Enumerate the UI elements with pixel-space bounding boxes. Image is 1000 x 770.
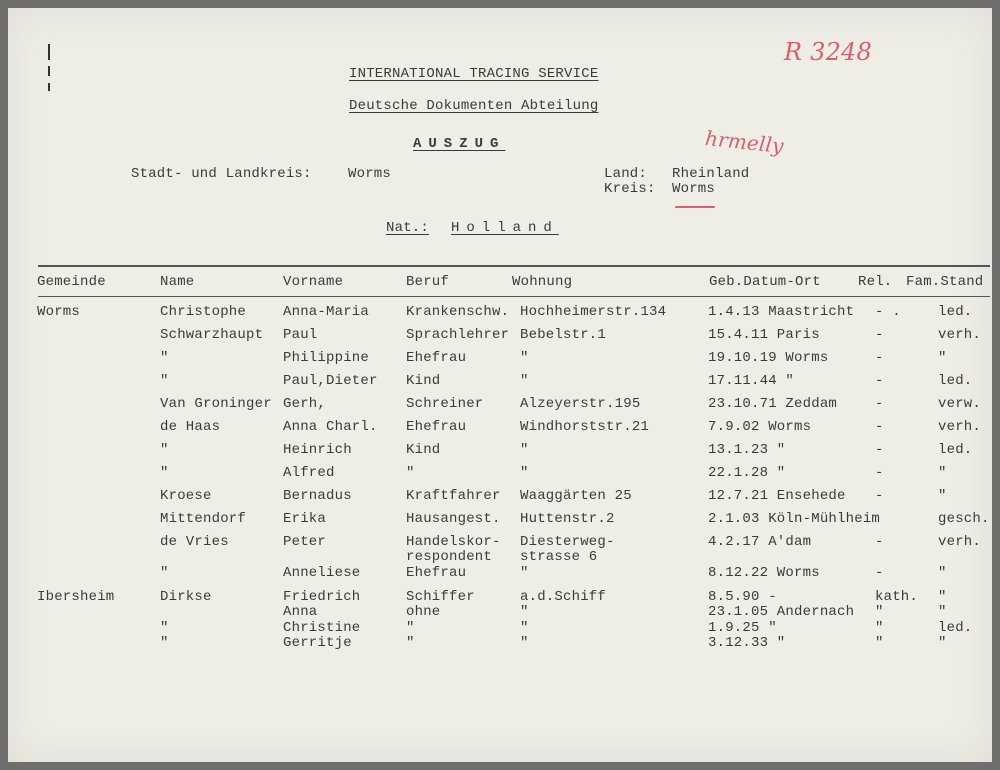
table-cell-famstand: verw. bbox=[938, 396, 982, 412]
dept-title: Deutsche Dokumenten Abteilung bbox=[349, 98, 599, 114]
table-cell-beruf: Kind bbox=[406, 442, 441, 458]
table-cell-wohnung: " bbox=[520, 373, 529, 389]
table-cell-wohnung: a.d.Schiff bbox=[520, 589, 607, 605]
table-cell-beruf: " bbox=[406, 465, 415, 481]
table-cell-name: Kroese bbox=[160, 488, 212, 504]
table-cell-beruf: Sprachlehrer bbox=[406, 327, 510, 343]
table-cell-beruf: Ehefrau bbox=[406, 419, 467, 435]
table-cell-wohnung: Windhorststr.21 bbox=[520, 419, 650, 435]
table-cell-name: Mittendorf bbox=[160, 511, 247, 527]
table-cell-famstand: " bbox=[938, 589, 947, 605]
table-cell-wohnung: Hochheimerstr.134 bbox=[520, 304, 667, 320]
table-cell-vorname: Philippine bbox=[283, 350, 370, 366]
table-cell-beruf: ohne bbox=[406, 604, 441, 620]
table-cell-vorname: Anna-Maria bbox=[283, 304, 370, 320]
land-label: Land: bbox=[604, 166, 648, 182]
stadt-label: Stadt- und Landkreis: bbox=[131, 166, 312, 182]
column-header-beruf: Beruf bbox=[406, 274, 450, 290]
table-cell-rel: - bbox=[875, 565, 884, 581]
table-cell-beruf: Kraftfahrer bbox=[406, 488, 501, 504]
table-cell-geb: 19.10.19 Worms bbox=[708, 350, 829, 366]
table-cell-vorname: Heinrich bbox=[283, 442, 352, 458]
table-cell-geb: 8.12.22 Worms bbox=[708, 565, 820, 581]
red-underline-mark bbox=[675, 206, 715, 208]
table-cell-rel: - bbox=[875, 488, 884, 504]
table-cell-vorname: Anna bbox=[283, 604, 318, 620]
table-cell-famstand: " bbox=[938, 488, 947, 504]
table-cell-wohnung: " bbox=[520, 635, 529, 651]
table-cell-rel: kath. bbox=[875, 589, 919, 605]
column-header-rel: Rel. bbox=[858, 274, 893, 290]
table-cell-geb: 23.1.05 Andernach bbox=[708, 604, 855, 620]
table-cell-name: Schwarzhaupt bbox=[160, 327, 264, 343]
table-cell-wohnung: " bbox=[520, 465, 529, 481]
table-cell-famstand: verh. bbox=[938, 419, 982, 435]
table-cell-geb: 7.9.02 Worms bbox=[708, 419, 812, 435]
table-header-rule bbox=[38, 296, 990, 297]
table-cell-rel: - bbox=[875, 327, 884, 343]
table-cell-rel: - . bbox=[875, 304, 901, 320]
table-cell-wohnung: Diesterweg- bbox=[520, 534, 615, 550]
margin-mark bbox=[48, 66, 50, 76]
table-cell-famstand: " bbox=[938, 604, 947, 620]
table-cell-wohnung: " bbox=[520, 604, 529, 620]
table-cell-famstand: " bbox=[938, 565, 947, 581]
table-cell-name: Christophe bbox=[160, 304, 247, 320]
table-cell-vorname: Alfred bbox=[283, 465, 335, 481]
table-cell-wohnung: Alzeyerstr.195 bbox=[520, 396, 641, 412]
table-cell-beruf: Hausangest. bbox=[406, 511, 501, 527]
table-cell-geb: 1.9.25 " bbox=[708, 620, 777, 636]
table-cell-famstand: gesch. bbox=[938, 511, 990, 527]
table-cell-geb: 15.4.11 Paris bbox=[708, 327, 820, 343]
table-cell-vorname: Gerritje bbox=[283, 635, 352, 651]
table-cell-vorname: Peter bbox=[283, 534, 327, 550]
table-cell-name: " bbox=[160, 635, 169, 651]
table-cell-vorname: Paul bbox=[283, 327, 318, 343]
nat-value: Holland bbox=[451, 220, 559, 236]
table-cell-famstand: verh. bbox=[938, 534, 982, 550]
table-cell-wohnung: strasse 6 bbox=[520, 549, 598, 565]
table-cell-beruf: Schiffer bbox=[406, 589, 475, 605]
table-cell-name: " bbox=[160, 373, 169, 389]
table-cell-vorname: Bernadus bbox=[283, 488, 352, 504]
table-cell-name: " bbox=[160, 465, 169, 481]
table-cell-wohnung: " bbox=[520, 565, 529, 581]
table-cell-beruf: Ehefrau bbox=[406, 565, 467, 581]
column-header-wohnung: Wohnung bbox=[512, 274, 573, 290]
stadt-value: Worms bbox=[348, 166, 392, 182]
table-cell-name: de Vries bbox=[160, 534, 229, 550]
land-value: Rheinland bbox=[672, 166, 750, 182]
table-cell-famstand: led. bbox=[938, 620, 973, 636]
table-cell-geb: 13.1.23 " bbox=[708, 442, 786, 458]
table-top-rule bbox=[38, 265, 990, 267]
reference-annotation: R 3248 bbox=[784, 38, 872, 66]
table-cell-vorname: Erika bbox=[283, 511, 327, 527]
table-cell-vorname: Anna Charl. bbox=[283, 419, 378, 435]
table-cell-rel: " bbox=[875, 620, 884, 636]
table-cell-beruf: respondent bbox=[406, 549, 493, 565]
table-cell-wohnung: Bebelstr.1 bbox=[520, 327, 607, 343]
table-cell-name: Van Groninger bbox=[160, 396, 272, 412]
table-cell-geb: 12.7.21 Ensehede bbox=[708, 488, 846, 504]
table-cell-name: Dirkse bbox=[160, 589, 212, 605]
table-cell-vorname: Paul,Dieter bbox=[283, 373, 378, 389]
table-cell-rel: - bbox=[875, 442, 884, 458]
table-cell-beruf: " bbox=[406, 635, 415, 651]
table-cell-beruf: Ehefrau bbox=[406, 350, 467, 366]
table-cell-wohnung: " bbox=[520, 620, 529, 636]
table-cell-famstand: led. bbox=[938, 304, 973, 320]
kreis-label: Kreis: bbox=[604, 181, 656, 197]
table-cell-name: " bbox=[160, 620, 169, 636]
table-cell-name: " bbox=[160, 350, 169, 366]
kreis-value: Worms bbox=[672, 181, 716, 197]
table-cell-gemeinde: Worms bbox=[37, 304, 81, 320]
table-cell-beruf: Handelskor- bbox=[406, 534, 501, 550]
table-cell-famstand: " bbox=[938, 635, 947, 651]
table-cell-geb: 4.2.17 A'dam bbox=[708, 534, 812, 550]
table-cell-vorname: Friedrich bbox=[283, 589, 361, 605]
margin-mark bbox=[48, 44, 50, 60]
table-cell-famstand: " bbox=[938, 350, 947, 366]
table-cell-geb: 17.11.44 " bbox=[708, 373, 795, 389]
table-cell-rel: - bbox=[875, 419, 884, 435]
org-title: INTERNATIONAL TRACING SERVICE bbox=[349, 66, 599, 82]
table-cell-famstand: " bbox=[938, 465, 947, 481]
table-cell-beruf: " bbox=[406, 620, 415, 636]
table-cell-geb: 22.1.28 " bbox=[708, 465, 786, 481]
table-cell-geb: 8.5.90 - bbox=[708, 589, 777, 605]
column-header-gemeinde: Gemeinde bbox=[37, 274, 106, 290]
table-cell-geb: 2.1.03 Köln-Mühlheim bbox=[708, 511, 881, 527]
table-cell-beruf: Kind bbox=[406, 373, 441, 389]
table-cell-famstand: led. bbox=[938, 442, 973, 458]
table-cell-beruf: Krankenschw. bbox=[406, 304, 510, 320]
table-cell-vorname: Gerh, bbox=[283, 396, 327, 412]
document-page bbox=[8, 8, 992, 762]
table-cell-rel: - bbox=[875, 350, 884, 366]
signature-annotation: hrmelly bbox=[703, 125, 785, 159]
table-cell-vorname: Christine bbox=[283, 620, 361, 636]
table-cell-famstand: led. bbox=[938, 373, 973, 389]
table-cell-geb: 3.12.33 " bbox=[708, 635, 786, 651]
doc-title: AUSZUG bbox=[413, 136, 506, 152]
margin-mark bbox=[48, 83, 50, 91]
table-cell-wohnung: Waaggärten 25 bbox=[520, 488, 632, 504]
table-cell-rel: " bbox=[875, 635, 884, 651]
table-cell-name: " bbox=[160, 565, 169, 581]
table-cell-wohnung: Huttenstr.2 bbox=[520, 511, 615, 527]
table-cell-wohnung: " bbox=[520, 442, 529, 458]
table-cell-beruf: Schreiner bbox=[406, 396, 484, 412]
table-cell-vorname: Anneliese bbox=[283, 565, 361, 581]
table-cell-rel: " bbox=[875, 604, 884, 620]
table-cell-name: de Haas bbox=[160, 419, 221, 435]
table-cell-rel: - bbox=[875, 396, 884, 412]
table-cell-name: " bbox=[160, 442, 169, 458]
column-header-geb: Geb.Datum-Ort bbox=[709, 274, 821, 290]
column-header-famstand: Fam.Stand bbox=[906, 274, 984, 290]
table-cell-geb: 23.10.71 Zeddam bbox=[708, 396, 838, 412]
table-cell-geb: 1.4.13 Maastricht bbox=[708, 304, 855, 320]
table-cell-rel: - bbox=[875, 373, 884, 389]
table-cell-rel: - bbox=[875, 465, 884, 481]
table-cell-gemeinde: Ibersheim bbox=[37, 589, 115, 605]
nat-label: Nat.: bbox=[386, 220, 430, 236]
column-header-name: Name bbox=[160, 274, 195, 290]
table-cell-wohnung: " bbox=[520, 350, 529, 366]
table-cell-famstand: verh. bbox=[938, 327, 982, 343]
table-cell-rel: - bbox=[875, 534, 884, 550]
column-header-vorname: Vorname bbox=[283, 274, 344, 290]
